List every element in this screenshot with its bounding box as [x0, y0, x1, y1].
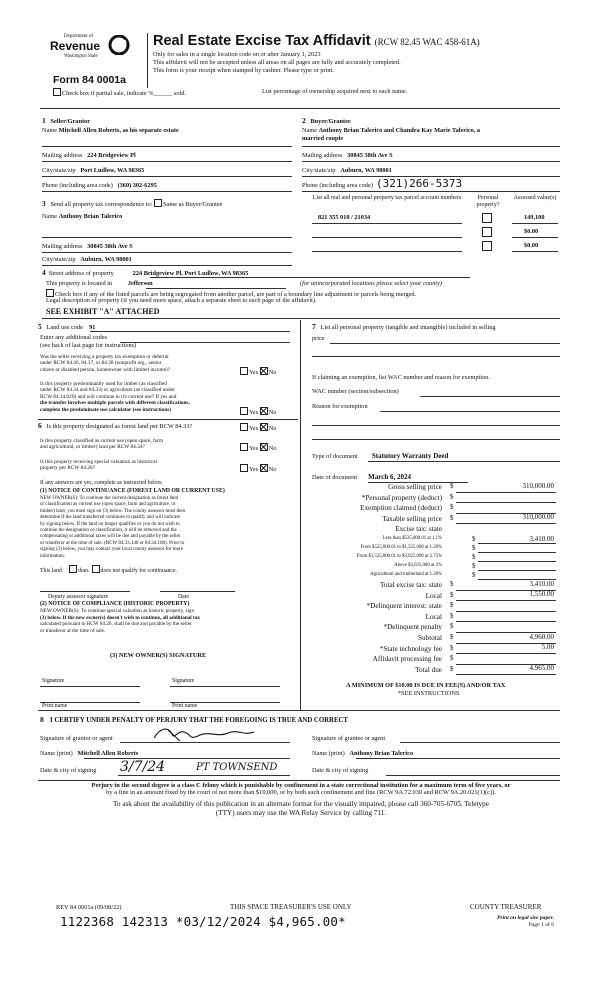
grantee-date-city-label: Date & city of signing: [312, 767, 369, 774]
section5-row: [38, 323, 95, 331]
yes-label: Yes: [249, 369, 259, 376]
header-note-1: Only for sales in a single location code on or after January 1, 2023: [153, 51, 321, 58]
tax-row-label: Gross selling price: [388, 483, 442, 491]
tax-row-value[interactable]: 310,000.00: [522, 513, 554, 522]
tax-row-label: *Delinquent penalty: [383, 623, 442, 632]
q2-line: under RCW 84.34 and 84.33) or agriculture (as classified under: [40, 387, 175, 394]
no-label: No: [268, 369, 277, 376]
buyer-name-row: [302, 127, 480, 134]
current-use-no-checkbox[interactable]: [260, 443, 268, 451]
dollar-sign: $: [450, 634, 454, 641]
q2-line: Is this property predominantly used for timber (as classified: [40, 381, 167, 387]
land-use-value[interactable]: 91: [89, 324, 96, 331]
notice-line: continue the designation or classification, it will be removed and the: [40, 528, 177, 534]
dollar-sign: $: [472, 572, 476, 579]
notice-line: (3) below. If the new owner(s) doesn't wish to continue, all additional tax: [40, 614, 200, 621]
dollar-sign: $: [450, 581, 454, 588]
timber-yes-no: [240, 407, 276, 416]
buyer-city-label: City/state/zip: [302, 167, 336, 174]
tax-row-label: *Delinquent interest: state: [366, 602, 442, 611]
assessed-value[interactable]: $0.00: [524, 242, 539, 249]
seller-heading: [42, 117, 90, 125]
grantor-signature-label: Signature of grantor or agent: [40, 735, 113, 742]
grantee-name-value[interactable]: Anthony Brian Talerico: [349, 750, 414, 757]
section7-label2: price: [312, 335, 325, 342]
notice-compliance-title: (2) NOTICE OF COMPLIANCE (HISTORIC PROPERTY): [40, 601, 190, 607]
treasurer-space-label: THIS SPACE TREASURER'S USE ONLY: [230, 903, 352, 911]
current-use-yes-no: [240, 443, 276, 452]
seller-city-row: [42, 167, 144, 174]
no-label: No: [268, 445, 277, 452]
name-print-label: Name (print): [312, 750, 345, 757]
assessed-value[interactable]: $0.00: [524, 228, 539, 235]
print-name-label: Print name: [172, 703, 198, 709]
tax-row-value[interactable]: 3,410.00: [529, 534, 554, 543]
buyer-city-value[interactable]: Auburn, WA 98001: [340, 167, 392, 174]
tax-row-label: Exemption claimed (deduct): [360, 504, 442, 513]
perjury-notice: [36, 782, 566, 797]
buyer-name-label: Name: [302, 127, 318, 134]
tax-row-label: Taxable selling price: [382, 514, 442, 523]
legal-description-note: Legal description of property (if you need more space, attach a separate sheet to each page of the affidavit).: [46, 297, 317, 304]
buyer-num: 2: [302, 116, 306, 125]
notice-line: determine if the land transferred continues to qualify and will indicate: [40, 515, 180, 521]
dollar-sign: $: [472, 536, 476, 543]
dollar-sign: $: [450, 655, 454, 663]
notice-line: signing (3) below, you may contact your local county assessor for more: [40, 547, 183, 553]
seller-mail-row: [42, 152, 136, 159]
seller-name-value[interactable]: Mitchell Allen Roberts, as his separate estate: [58, 127, 179, 134]
section3-label: Send all property tax correspondence to:: [50, 201, 153, 208]
legal-paper-note: Print on legal size paper.: [496, 915, 554, 921]
historic-yes-checkbox[interactable]: [240, 464, 248, 472]
doc-date-label: Date of document: [312, 474, 358, 481]
buyer-mail-label: Mailing address: [302, 152, 343, 159]
historic-yes-no: [240, 464, 276, 473]
yes-label: Yes: [249, 409, 259, 416]
does-not-qualify-checkbox[interactable]: [92, 565, 100, 573]
notice-compliance-body: [40, 608, 200, 634]
dollar-sign: $: [450, 602, 454, 610]
seller-mail-label: Mailing address: [42, 152, 83, 159]
grantor-name-row: [40, 750, 138, 757]
q2-line: RCW 84.34.020) and will continue in it's current use? If yes and: [40, 393, 177, 400]
section3-num: 3: [42, 199, 46, 208]
section7-num: 7: [312, 322, 316, 331]
grantee-name-row: [312, 750, 413, 757]
dollar-sign: $: [472, 545, 476, 552]
dollar-sign: $: [450, 483, 454, 490]
dollar-sign: $: [472, 563, 476, 570]
grantor-date-city-label: Date & city of signing: [40, 767, 97, 774]
dollar-sign: $: [450, 665, 454, 673]
yes-label: Yes: [249, 445, 259, 452]
dollar-sign: $: [450, 514, 454, 522]
notice-continuance-title: (1) NOTICE OF CONTINUANCE (FOREST LAND OR CURRENT USE): [40, 488, 225, 494]
q-line: Is this property classified as current use (open space, farm: [40, 438, 163, 444]
section3-city-value[interactable]: Auburn, WA 98001: [80, 256, 132, 263]
yes-label: Yes: [249, 425, 259, 432]
wac-label: WAC number (section/subsection): [312, 388, 399, 395]
notice-line: by signing below. If the land no longer qualifies or you do not wish to: [40, 521, 180, 527]
personal-property-checkbox[interactable]: [482, 227, 492, 237]
tax-row-label: *Personal property (deduct): [361, 493, 442, 502]
dept-line: Department of: [64, 34, 94, 39]
perjury-line-1: Perjury in the second degree is a class C felony which is punishable by confinement in a state correctional institution for a maximum term of five years, or: [91, 782, 511, 789]
cashier-stamp: 1122368 142313 *03/12/2024 $4,965.00*: [60, 914, 346, 929]
q2-line: complete the predominate use calculator (see instructions): [40, 406, 172, 413]
grantee-signature-label: Signature of grantee or agent: [312, 735, 386, 742]
exemption-yes-checkbox[interactable]: [240, 367, 248, 375]
buyer-name-value[interactable]: Anthony Brian Talerico and Chandra Kay Marie Talerico, a: [318, 127, 481, 134]
notice-line: compensating or additional taxes will be due and payable by the seller: [40, 534, 181, 540]
perjury-line-2: by a fine in an amount fixed by the court of not more than $10,000, or by both such confinement and fine (RCW 9A.72.030 and RCW 9A.20.021(1)(c)).: [106, 789, 496, 797]
tax-row-label: From $525,000.01 to $1,525,000 at 1.28%: [360, 545, 442, 550]
section3-row: [42, 199, 222, 208]
section7-row: [312, 323, 496, 331]
accessibility-line-2: (TTY) users may use the WA Relay Service by calling 711.: [215, 809, 387, 817]
agency-name: Revenue: [50, 39, 101, 53]
forest-question: [38, 422, 192, 430]
timber-question: [40, 381, 190, 413]
located-label: This property is located in: [46, 280, 113, 287]
q2-line: the transfer involves multiple parcels with different classifications,: [40, 400, 190, 407]
seller-name-label: Name: [42, 127, 58, 134]
land-qualify-row: [40, 565, 177, 574]
tax-row-value[interactable]: 4,965.00: [529, 664, 554, 673]
form-title-text: Real Estate Excise Tax Affidavit: [153, 33, 371, 49]
minimum-due-note: A MINIMUM OF $10.00 IS DUE IN FEE(S) AND/OR TAX: [346, 682, 506, 689]
located-row: [46, 280, 153, 287]
if-yes-note: If any answers are yes, complete as instructed below.: [40, 480, 163, 486]
q-line: property per RCW 84.26?: [40, 465, 95, 472]
doc-date-row: [312, 474, 411, 481]
dollar-sign: $: [450, 504, 454, 512]
tax-row-label: Above $3,025,000 at 3%: [394, 563, 442, 568]
partial-sale-checkbox[interactable]: [53, 88, 61, 96]
section3-mail-label: Mailing address: [42, 243, 83, 250]
agency-sub: Washington State: [64, 54, 98, 59]
tax-row-label: Excise tax: state: [395, 525, 442, 534]
see-back-note: (see back of last page for instructions): [40, 342, 137, 349]
dollar-sign: $: [450, 644, 454, 652]
additional-codes-label: Enter any additional codes: [40, 334, 107, 341]
notice-line: NEW OWNER(S): To continue special valuation as historic property, sign: [40, 608, 195, 614]
dor-logo: [50, 34, 132, 64]
tax-row-label: Less than $525,000.01 at 1.1%: [382, 536, 442, 541]
section3-name-row: [42, 213, 122, 220]
tax-row-label: Local: [425, 612, 442, 621]
new-owner-signature-heading: (3) NEW OWNER(S) SIGNATURE: [110, 652, 207, 659]
section3-mail-row: [42, 243, 133, 250]
historic-question: [40, 459, 157, 472]
notice-line: or transferor at the time of sale. (RCW 84.33.140 or 84.34.108). Prior to: [40, 540, 185, 546]
property-address-value[interactable]: 224 Bridgeview Pl, Port Ludlow, WA 98365: [132, 270, 249, 277]
current-use-yes-checkbox[interactable]: [240, 443, 248, 451]
partial-sale-row: [53, 88, 186, 97]
buyer-phone-row: [302, 177, 463, 190]
grantor-name-value[interactable]: Mitchell Allen Roberts: [77, 750, 139, 757]
notice-line: NEW OWNER(S): To continue the current designation as forest land: [40, 496, 179, 501]
name-print-label: Name (print): [40, 750, 73, 757]
personal-property-checkbox[interactable]: [482, 241, 492, 251]
logo-mark-icon: [108, 35, 130, 55]
seller-heading-text: Seller/Grantor: [50, 118, 91, 125]
tax-row-value[interactable]: 3,410.00: [529, 579, 554, 588]
section6-num: 6: [38, 421, 42, 430]
buyer-phone-value[interactable]: (321)266-5373: [375, 177, 463, 190]
dollar-sign: $: [450, 493, 454, 501]
section3-name-value[interactable]: Anthony Brian Talerico: [58, 213, 123, 220]
notice-continuance-body: [40, 496, 185, 560]
section3-mail-value[interactable]: 30845 38th Ave S: [87, 243, 133, 250]
exemption-question: [40, 354, 170, 373]
seller-mail-value[interactable]: 224 Bridgeview Pl: [87, 152, 136, 159]
form-rcw: (RCW 82.45 WAC 458-61A): [374, 37, 480, 47]
signature-label: Signature: [172, 678, 195, 684]
section3-city-row: [42, 256, 132, 263]
partial-sale-label: Check box if partial sale, indicate %______ sold.: [62, 90, 186, 97]
forest-question-text: Is this property designated as forest land per RCW 84.33?: [46, 423, 193, 430]
exemption-yes-no: [240, 367, 276, 376]
buyer-mail-value[interactable]: 30845 38th Ave S: [347, 152, 393, 159]
see-instructions-note: *SEE INSTRUCTIONS: [398, 690, 460, 697]
tax-row-value[interactable]: 5.00: [541, 643, 554, 652]
dollar-sign: $: [450, 623, 454, 631]
no-label: No: [268, 425, 277, 432]
does-not-label: does not qualify for continuance.: [100, 568, 178, 574]
doc-type-row: [312, 453, 448, 460]
buyer-heading-text: Buyer/Grantee: [310, 118, 351, 125]
q1-line: under RCW 84.36, 84.37, or 84.38 (nonprofit org., senior: [40, 360, 162, 367]
accessibility-notice: [36, 800, 566, 818]
exemption-claim-label: If claiming an exemption, list WAC number and reason for exemption.: [312, 374, 490, 381]
assessed-value[interactable]: 149,100: [524, 214, 545, 221]
section4-num: 4: [42, 268, 46, 277]
dollar-sign: $: [472, 554, 476, 561]
seller-phone-row: [42, 182, 157, 189]
no-label: No: [268, 409, 277, 416]
form-title: [153, 33, 480, 50]
exhibit-reference: SEE EXHIBIT "A" ATTACHED: [46, 307, 160, 316]
section3-name-label: Name: [42, 213, 58, 220]
q-line: Is this property receiving special valuation as historical: [40, 459, 157, 465]
buyer-city-row: [302, 167, 392, 174]
buyer-heading: [302, 117, 351, 125]
no-label: No: [268, 466, 277, 473]
section3-city-label: City/state/zip: [42, 256, 76, 263]
notice-line: calculated pursuant to RCW 84.26, shall be due and payable by the seller: [40, 621, 192, 628]
seller-num: 1: [42, 116, 46, 125]
personal-property-checkbox[interactable]: [482, 213, 492, 223]
historic-no-checkbox[interactable]: [260, 464, 268, 472]
seller-phone-label: Phone (including area code): [42, 182, 113, 189]
dollar-sign: $: [450, 612, 454, 620]
tax-row-label: Agricultural and timberland at 1.28%: [370, 572, 442, 577]
parcel-number[interactable]: 821 355 010 / 21034: [318, 214, 371, 221]
section5-num: 5: [38, 322, 42, 331]
notice-line: timber) land, you must sign on (3) below. The county assessor must then: [40, 508, 186, 514]
forest-yes-checkbox[interactable]: [240, 423, 248, 431]
tax-row-label: Subtotal: [418, 634, 442, 642]
buyer-mail-row: [302, 152, 393, 159]
does-label: does: [78, 568, 89, 574]
segregated-label: Check box if any of the listed parcels are being segregated from another parcel, are part of a boundary line adjustment or parcels being merged.: [55, 291, 417, 298]
this-land-label: This land: [40, 568, 62, 574]
tax-row-value[interactable]: 4,960.00: [529, 632, 554, 641]
print-name-label: Print name: [42, 703, 68, 709]
form-revision: REV 84 0001a (09/08/22): [56, 904, 122, 911]
segregated-checkbox[interactable]: [46, 289, 54, 297]
q-line: and agricultural, or timber) land per RCW 84.34?: [40, 444, 145, 451]
form-number: Form 84 0001a: [53, 74, 126, 86]
deputy-signature-label: Deputy assessor signature: [48, 594, 109, 600]
notice-line: or transferor at the time of sale.: [40, 627, 106, 634]
unincorporated-note: (for unincorporated locations please select your county): [300, 280, 442, 287]
buyer-phone-label: Phone (including area code): [302, 182, 373, 189]
tax-row-value[interactable]: 310,000.00: [522, 481, 554, 490]
header-note-2: This affidavit will not be accepted unless all areas on all pages are fully and accurately completed.: [153, 59, 401, 66]
notice-line: or classification as current use (open space, farm and agriculture, or: [40, 502, 176, 508]
parcel-col-assessed: Assessed value(s): [513, 195, 557, 201]
doc-type-value[interactable]: Statutory Warranty Deed: [371, 452, 449, 460]
county-value[interactable]: Jefferson: [127, 280, 153, 287]
deputy-date-label: Date: [178, 594, 189, 600]
seller-phone-value[interactable]: (360) 302-6295: [117, 182, 157, 189]
tax-row-value[interactable]: 1,550.00: [529, 590, 554, 599]
tax-row-label: Local: [425, 591, 442, 600]
forest-no-checkbox[interactable]: [260, 423, 268, 431]
doc-date-value[interactable]: March 6, 2024: [368, 473, 411, 481]
section4-label: Street address of property: [48, 270, 114, 277]
seller-city-label: City/state/zip: [42, 167, 76, 174]
yes-label: Yes: [249, 466, 259, 473]
current-use-question: [40, 438, 163, 451]
certify-text: I CERTIFY UNDER PENALTY OF PERJURY THAT THE FOREGOING IS TRUE AND CORRECT: [50, 717, 348, 724]
grantor-date-handwritten[interactable]: 3/7/24: [120, 759, 166, 775]
county-treasurer-label: COUNTY TREASURER: [470, 903, 542, 911]
buyer-name-line2: married couple: [302, 135, 344, 142]
parcel-col-personal: Personal property?: [476, 195, 500, 209]
timber-no-checkbox[interactable]: [260, 407, 268, 415]
ownership-note: List percentage of ownership acquired next to each name.: [262, 88, 408, 95]
tax-row-label: Affidavit processing fee: [372, 655, 442, 664]
page-number: Page 1 of 6: [528, 922, 554, 928]
section8-num: 8: [40, 715, 44, 724]
parcel-col-numbers: List all real and personal property tax parcel account numbers: [312, 195, 462, 201]
timber-yes-checkbox[interactable]: [240, 407, 248, 415]
seller-name-row: [42, 127, 179, 134]
tax-row-label: From $1,525,000.01 to $3,025,000 at 2.75%: [356, 554, 442, 559]
tax-row-label: Total due: [415, 665, 442, 674]
tax-row-label: *State technology fee: [379, 644, 442, 653]
grantor-city-handwritten[interactable]: PT TOWNSEND: [196, 762, 278, 773]
exemption-no-checkbox[interactable]: [260, 367, 268, 375]
same-as-buyer-label: Same as Buyer/Grantee: [163, 201, 223, 208]
reason-label: Reason for exemption: [312, 403, 368, 410]
signature-label: Signature: [42, 678, 65, 684]
grantor-signature-image: [148, 724, 258, 744]
q1-line: citizen or disabled person, homeowner with limited income)?: [40, 366, 171, 373]
header-note-3: This form is your receipt when stamped by cashier. Please type or print.: [153, 67, 334, 74]
land-use-label: Land use code: [46, 324, 83, 331]
same-as-buyer-checkbox[interactable]: [154, 199, 162, 207]
q1-line: Was the seller receiving a property tax exemption or deferral: [40, 354, 169, 360]
tax-row-label: Total excise tax: state: [380, 581, 442, 589]
does-qualify-checkbox[interactable]: [69, 565, 77, 573]
accessibility-line-1: To ask about the availability of this publication in an alternate format for the visually impaired, please call 360-705-6705. Teletype: [113, 800, 489, 808]
section7-label: List all personal property (tangible and intangible) included in selling: [320, 324, 496, 331]
notice-line: information.: [40, 553, 65, 559]
dollar-sign: $: [450, 591, 454, 599]
doc-type-label: Type of document: [312, 453, 358, 460]
forest-yes-no: [240, 423, 276, 432]
seller-city-value[interactable]: Port Ludlow, WA 98365: [80, 167, 145, 174]
